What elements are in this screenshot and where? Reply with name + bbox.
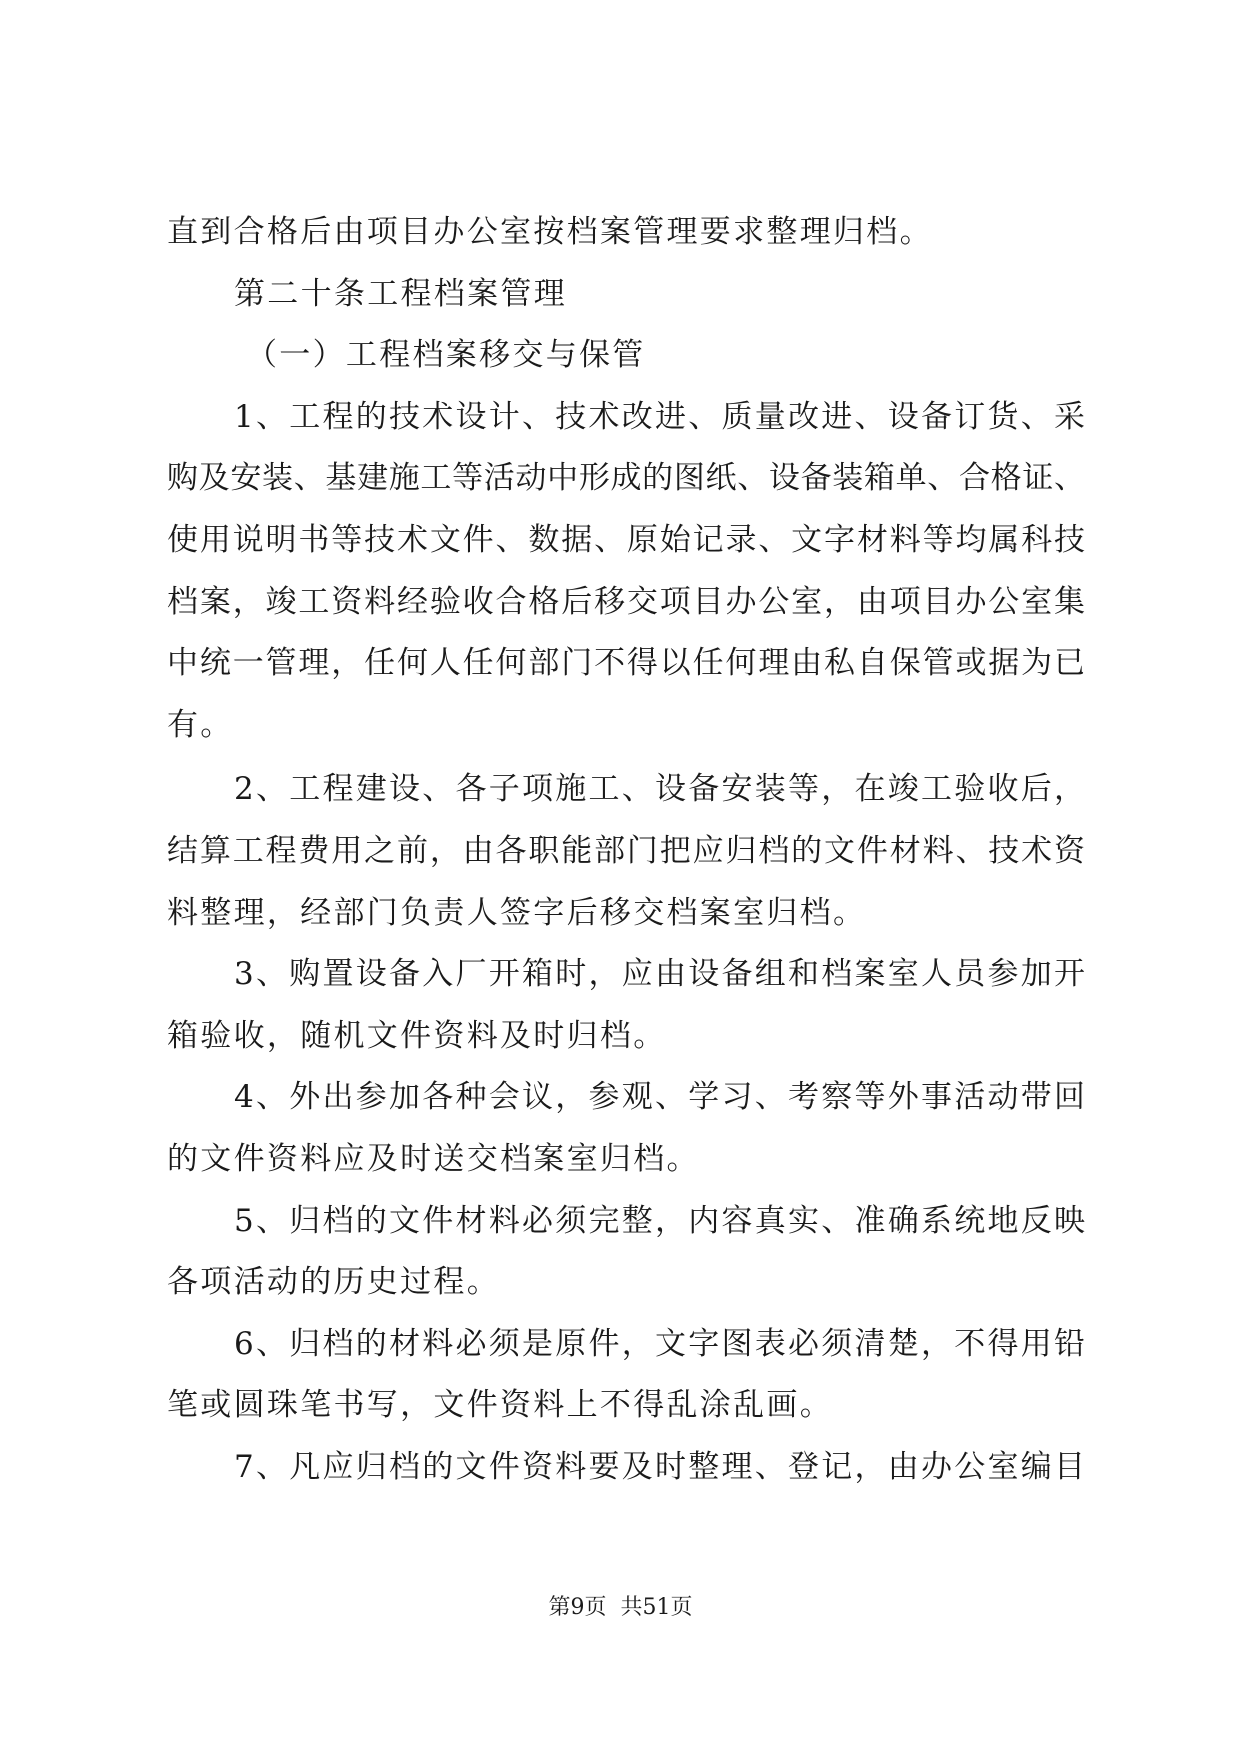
paragraph-5-line: 5、归档的文件材料必须完整，内容真实、准确系统地反映 <box>234 1202 1085 1239</box>
paragraph-6-line: 笔或圆珠笔书写，文件资料上不得乱涂乱画。 <box>167 1387 833 1424</box>
paragraph-1-line: 档案，竣工资料经验收合格后移交项目办公室，由项目办公室集 <box>167 583 1085 620</box>
paragraph-1-line: 有。 <box>167 706 234 743</box>
paragraph-5-line: 各项活动的历史过程。 <box>167 1264 500 1301</box>
paragraph-3-line: 箱验收，随机文件资料及时归档。 <box>167 1017 667 1054</box>
page-number-label: 第9页 共51页 <box>548 1595 693 1620</box>
text-line: 直到合格后由项目办公室按档案管理要求整理归档。 <box>167 214 933 250</box>
document-body <box>167 202 1085 1498</box>
paragraph-4-line: 的文件资料应及时送交档案室归档。 <box>167 1140 700 1177</box>
paragraph-2-line: 2、工程建设、各子项施工、设备安装等，在竣工验收后， <box>234 771 1085 808</box>
subsection-heading: （一）工程档案移交与保管 <box>246 337 646 374</box>
paragraph-1-line: 1、工程的技术设计、技术改进、质量改进、设备订货、采 <box>234 398 1085 435</box>
paragraph-4-line: 4、外出参加各种会议，参观、学习、考察等外事活动带回 <box>234 1079 1085 1116</box>
paragraph-6-line: 6、归档的材料必须是原件，文字图表必须清楚，不得用铅 <box>234 1325 1085 1362</box>
paragraph-1-line: 中统一管理，任何人任何部门不得以任何理由私自保管或据为已 <box>167 645 1085 682</box>
page-footer <box>0 1593 1241 1623</box>
paragraph-2-line: 结算工程费用之前，由各职能部门把应归档的文件材料、技术资 <box>167 832 1085 869</box>
paragraph-7-line: 7、凡应归档的文件资料要及时整理、登记，由办公室编目 <box>234 1448 1085 1485</box>
section-heading: 第二十条工程档案管理 <box>234 275 567 312</box>
paragraph-3-line: 3、购置设备入厂开箱时，应由设备组和档案室人员参加开 <box>234 956 1085 993</box>
paragraph-1-line: 购及安装、基建施工等活动中形成的图纸、设备装箱单、合格证、 <box>167 460 1085 497</box>
paragraph-1-line: 使用说明书等技术文件、数据、原始记录、文字材料等均属科技 <box>167 521 1085 558</box>
paragraph-2-line: 料整理，经部门负责人签字后移交档案室归档。 <box>167 894 867 931</box>
